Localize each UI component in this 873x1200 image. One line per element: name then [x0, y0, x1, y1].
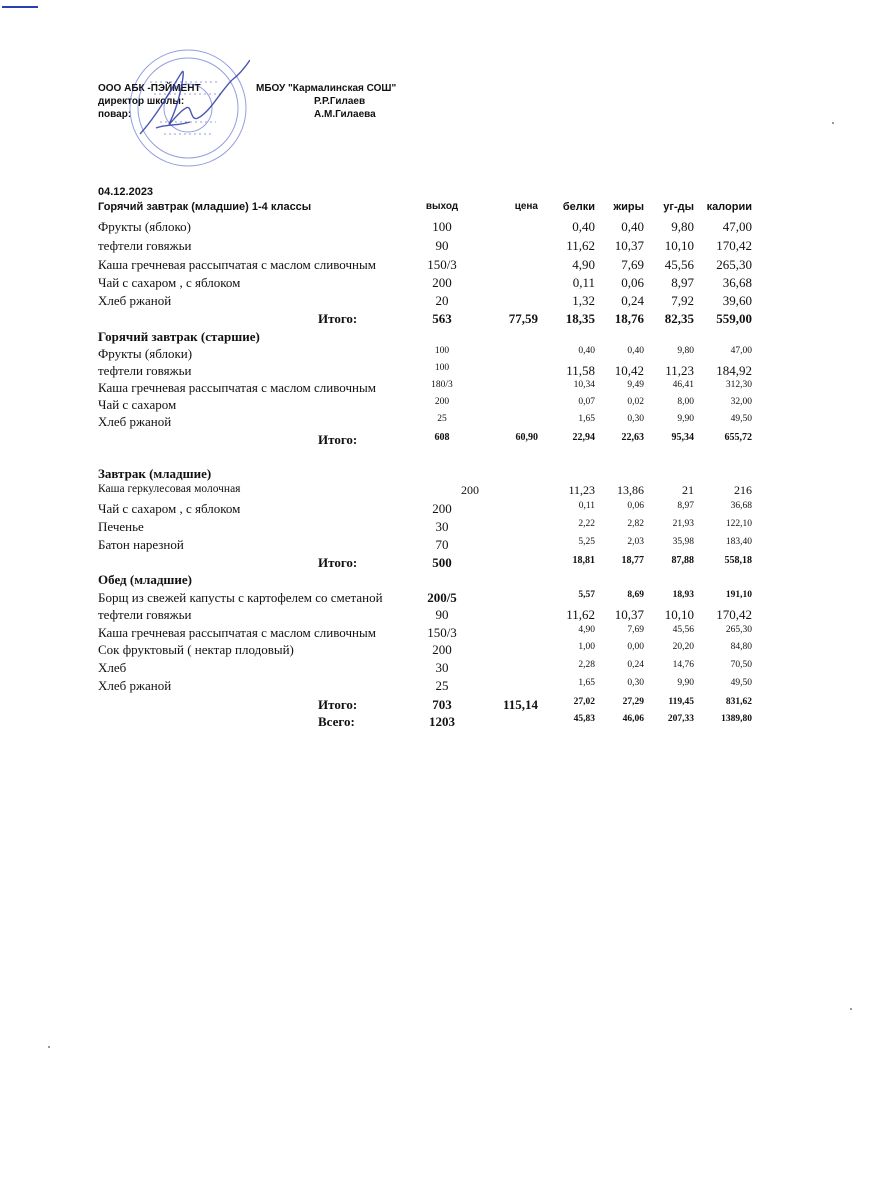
- total-belki: 27,02: [573, 697, 595, 707]
- total-belki: 22,94: [572, 432, 595, 443]
- total-belki: 18,35: [565, 311, 595, 326]
- dish-kalorii: 122,10: [725, 519, 752, 529]
- table-row: [0, 590, 873, 607]
- dish-zhiry: 9,49: [627, 380, 644, 390]
- dish-belki: 1,32: [572, 293, 595, 308]
- dish-kalorii: 265,30: [725, 625, 752, 635]
- total-label: Итого:: [318, 697, 358, 712]
- dish-kalorii: 170,42: [716, 607, 752, 622]
- total-label: Итого:: [318, 311, 358, 326]
- dish-vyhod: 30: [435, 519, 449, 534]
- dish-zhiry: 0,06: [621, 275, 644, 290]
- dish-vyhod: 100: [434, 363, 450, 373]
- table-row: [0, 363, 873, 380]
- dish-belki: 2,28: [578, 660, 595, 670]
- dish-kalorii: 184,92: [716, 363, 752, 378]
- total-zhiry: 27,29: [622, 697, 644, 707]
- col-header-belki: белки: [562, 201, 595, 213]
- dish-belki: 11,62: [566, 238, 595, 253]
- grand-total-vyhod: 1203: [429, 714, 455, 729]
- dish-name: Чай с сахаром: [98, 397, 177, 412]
- dish-name: Фрукты (яблоки): [98, 346, 193, 361]
- dish-belki: 1,65: [578, 678, 595, 688]
- dish-kalorii: 49,50: [730, 414, 752, 424]
- corner-mark: [2, 6, 38, 8]
- dish-belki: 0,11: [578, 501, 595, 511]
- total-row: [0, 555, 873, 572]
- dish-kalorii: 47,00: [722, 219, 752, 234]
- dish-uglevody: 8,00: [677, 397, 694, 407]
- total-uglevody: 87,88: [671, 555, 694, 566]
- director-label: директор школы:: [98, 96, 185, 107]
- total-zhiry: 18,77: [621, 555, 644, 566]
- col-header-vyhod: выход: [425, 201, 459, 212]
- dish-zhiry: 0,06: [627, 501, 644, 511]
- signature: [140, 60, 250, 134]
- section-title: Горячий завтрак (младшие) 1-4 классы: [98, 201, 312, 213]
- section-title-row: [0, 466, 873, 483]
- col-header-zhiry: жиры: [613, 201, 644, 213]
- scan-dot: [48, 1046, 50, 1048]
- director-name: Р.Р.Гилаев: [314, 96, 366, 107]
- dish-zhiry: 10,37: [614, 238, 644, 253]
- dish-vyhod: 200: [434, 397, 450, 407]
- menu-date: 04.12.2023: [98, 186, 154, 198]
- dish-kalorii: 36,68: [722, 275, 752, 290]
- total-row: [0, 432, 873, 449]
- dish-name: Чай с сахаром , с яблоком: [98, 501, 241, 516]
- dish-kalorii: 84,80: [730, 642, 752, 652]
- table-row: [0, 346, 873, 363]
- dish-zhiry: 0,40: [627, 346, 644, 356]
- dish-name: Сок фруктовый ( нектар плодовый): [98, 642, 294, 657]
- dish-name: Каша гречневая рассыпчатая с маслом сливочным: [98, 257, 376, 272]
- dish-belki: 5,57: [578, 590, 595, 600]
- dish-belki: 2,22: [578, 519, 595, 529]
- dish-uglevody: 35,98: [672, 537, 694, 547]
- total-cena: 115,14: [502, 697, 538, 712]
- dish-name: Борщ из свежей капусты с картофелем со сметаной: [98, 590, 383, 605]
- total-kalorii: 559,00: [716, 311, 752, 326]
- dish-uglevody: 46,41: [672, 380, 694, 390]
- dish-zhiry: 7,69: [621, 257, 644, 272]
- total-vyhod: 608: [434, 432, 450, 443]
- total-kalorii: 831,62: [725, 697, 752, 707]
- dish-zhiry: 0,24: [627, 660, 644, 670]
- dish-uglevody: 45,56: [664, 257, 694, 272]
- dish-name: тефтели говяжьи: [98, 363, 192, 378]
- table-row: [0, 380, 873, 397]
- dish-zhiry: 0,00: [627, 642, 644, 652]
- dish-name: Хлеб ржаной: [98, 414, 172, 429]
- dish-vyhod: 200: [461, 483, 479, 497]
- dish-name: Батон нарезной: [98, 537, 184, 552]
- dish-uglevody: 11,23: [665, 363, 694, 378]
- dish-belki: 10,34: [573, 380, 595, 390]
- col-header-kalorii: калории: [706, 201, 752, 213]
- table-row: [0, 642, 873, 659]
- total-kalorii: 655,72: [724, 432, 752, 443]
- dish-kalorii: 70,50: [730, 660, 752, 670]
- dish-belki: 11,58: [566, 363, 595, 378]
- dish-name: Каша гречневая рассыпчатая с маслом сливочным: [98, 380, 376, 395]
- dish-vyhod: 70: [435, 537, 449, 552]
- table-row: [0, 519, 873, 536]
- section-title: Обед (младшие): [98, 572, 192, 587]
- table-row: [0, 293, 873, 310]
- cook-label: повар:: [98, 109, 132, 120]
- section-title-row: [0, 201, 873, 218]
- total-vyhod: 500: [432, 555, 452, 570]
- dish-kalorii: 265,30: [716, 257, 752, 272]
- dish-uglevody: 8,97: [671, 275, 694, 290]
- dish-uglevody: 9,90: [677, 414, 694, 424]
- dish-uglevody: 45,56: [672, 625, 694, 635]
- total-label: Итого:: [318, 432, 358, 447]
- dish-zhiry: 7,69: [627, 625, 644, 635]
- dish-name: Хлеб ржаной: [98, 678, 172, 693]
- dish-belki: 1,65: [578, 414, 595, 424]
- dish-vyhod: 90: [435, 238, 449, 253]
- school-stamp: [120, 42, 250, 172]
- dish-belki: 4,90: [572, 257, 595, 272]
- section-title: Горячий завтрак (старшие): [98, 329, 260, 344]
- dish-uglevody: 18,93: [672, 590, 694, 600]
- dish-zhiry: 0,40: [621, 219, 644, 234]
- dish-name: Хлеб ржаной: [98, 293, 172, 308]
- dish-kalorii: 36,68: [730, 501, 752, 511]
- dish-name: Фрукты (яблоко): [98, 219, 191, 234]
- dish-name: Каша геркулесовая молочная: [98, 483, 241, 495]
- dish-belki: 1,00: [578, 642, 595, 652]
- school-name: МБОУ "Кармалинская СОШ": [256, 83, 397, 94]
- dish-kalorii: 39,60: [722, 293, 752, 308]
- table-row: [0, 257, 873, 274]
- dish-uglevody: 20,20: [672, 642, 694, 652]
- total-zhiry: 18,76: [614, 311, 644, 326]
- table-row: [0, 275, 873, 292]
- section-title-row: [0, 329, 873, 346]
- table-row: [0, 678, 873, 695]
- total-vyhod: 563: [432, 311, 452, 326]
- dish-uglevody: 9,80: [671, 219, 694, 234]
- total-row: [0, 697, 873, 714]
- dish-zhiry: 2,03: [627, 537, 644, 547]
- table-row: [0, 607, 873, 624]
- table-row: [0, 414, 873, 431]
- dish-vyhod: 200: [432, 642, 452, 657]
- table-row: [0, 537, 873, 554]
- table-row: [0, 625, 873, 642]
- dish-name: Печенье: [98, 519, 144, 534]
- section-title-row: [0, 572, 873, 589]
- section-title: Завтрак (младшие): [98, 466, 212, 481]
- total-zhiry: 22,63: [621, 432, 644, 443]
- dish-kalorii: 32,00: [730, 397, 752, 407]
- table-row: [0, 660, 873, 677]
- dish-vyhod: 30: [435, 660, 449, 675]
- dish-uglevody: 21,93: [672, 519, 694, 529]
- dish-zhiry: 8,69: [627, 590, 644, 600]
- grand-total-uglevody: 207,33: [667, 714, 694, 724]
- company-name: ООО АБК -ПЭЙМЕНТ: [98, 83, 201, 94]
- cook-name: А.М.Гилаева: [314, 109, 376, 120]
- dish-kalorii: 49,50: [730, 678, 752, 688]
- col-header-cena: цена: [514, 201, 538, 212]
- dish-uglevody: 9,90: [677, 678, 694, 688]
- total-row: [0, 311, 873, 328]
- total-vyhod: 703: [432, 697, 452, 712]
- total-cena: 77,59: [508, 311, 538, 326]
- dish-belki: 0,40: [572, 219, 595, 234]
- dish-kalorii: 216: [734, 483, 752, 497]
- dish-kalorii: 47,00: [730, 346, 752, 356]
- dish-kalorii: 312,30: [725, 380, 752, 390]
- dish-vyhod: 100: [432, 219, 452, 234]
- dish-belki: 11,23: [568, 483, 595, 497]
- col-header-uglevody: уг-ды: [663, 201, 694, 213]
- dish-zhiry: 0,24: [621, 293, 644, 308]
- dish-zhiry: 10,37: [614, 607, 644, 622]
- total-cena: 60,90: [515, 432, 538, 443]
- dish-belki: 11,62: [566, 607, 595, 622]
- dish-uglevody: 10,10: [664, 607, 694, 622]
- dish-vyhod: 200/5: [427, 590, 457, 605]
- grand-total-zhiry: 46,06: [622, 714, 644, 724]
- dish-vyhod: 90: [435, 607, 449, 622]
- dish-name: тефтели говяжьи: [98, 607, 192, 622]
- scan-dot: [832, 122, 834, 124]
- dish-kalorii: 170,42: [716, 238, 752, 253]
- dish-uglevody: 8,97: [677, 501, 694, 511]
- scan-dot: [850, 1008, 852, 1010]
- dish-zhiry: 10,42: [614, 363, 644, 378]
- total-uglevody: 119,45: [668, 697, 694, 707]
- dish-zhiry: 13,86: [617, 483, 644, 497]
- table-row: [0, 397, 873, 414]
- grand-total-row: [0, 714, 873, 731]
- dish-zhiry: 0,30: [627, 678, 644, 688]
- total-kalorii: 558,18: [724, 555, 752, 566]
- total-belki: 18,81: [572, 555, 595, 566]
- dish-vyhod: 100: [434, 346, 450, 356]
- dish-vyhod: 25: [437, 414, 447, 424]
- dish-belki: 0,07: [578, 397, 595, 407]
- grand-total-belki: 45,83: [573, 714, 595, 724]
- dish-zhiry: 0,02: [627, 397, 644, 407]
- dish-name: тефтели говяжьи: [98, 238, 192, 253]
- dish-uglevody: 14,76: [672, 660, 694, 670]
- table-row: [0, 219, 873, 236]
- dish-belki: 5,25: [578, 537, 595, 547]
- dish-belki: 0,11: [572, 275, 595, 290]
- dish-kalorii: 191,10: [725, 590, 752, 600]
- dish-vyhod: 20: [435, 293, 449, 308]
- dish-uglevody: 7,92: [671, 293, 694, 308]
- dish-zhiry: 2,82: [627, 519, 644, 529]
- dish-belki: 0,40: [578, 346, 595, 356]
- dish-name: Каша гречневая рассыпчатая с маслом сливочным: [98, 625, 376, 640]
- dish-name: Хлеб: [98, 660, 127, 675]
- dish-uglevody: 10,10: [664, 238, 694, 253]
- total-uglevody: 95,34: [671, 432, 694, 443]
- dish-uglevody: 9,80: [677, 346, 694, 356]
- dish-vyhod: 150/3: [427, 625, 457, 640]
- dish-vyhod: 200: [432, 275, 452, 290]
- dish-vyhod: 25: [435, 678, 449, 693]
- dish-name: Чай с сахаром , с яблоком: [98, 275, 241, 290]
- total-label: Итого:: [318, 555, 358, 570]
- dish-uglevody: 21: [682, 483, 694, 497]
- dish-belki: 4,90: [578, 625, 595, 635]
- total-uglevody: 82,35: [664, 311, 694, 326]
- dish-vyhod: 180/3: [431, 380, 453, 390]
- dish-vyhod: 200: [432, 501, 452, 516]
- dish-vyhod: 150/3: [427, 257, 457, 272]
- grand-total-kalorii: 1389,80: [721, 714, 752, 724]
- table-row: [0, 238, 873, 255]
- dish-zhiry: 0,30: [627, 414, 644, 424]
- dish-kalorii: 183,40: [725, 537, 752, 547]
- grand-total-label: Всего:: [318, 714, 355, 729]
- table-row: [0, 483, 873, 500]
- table-row: [0, 501, 873, 518]
